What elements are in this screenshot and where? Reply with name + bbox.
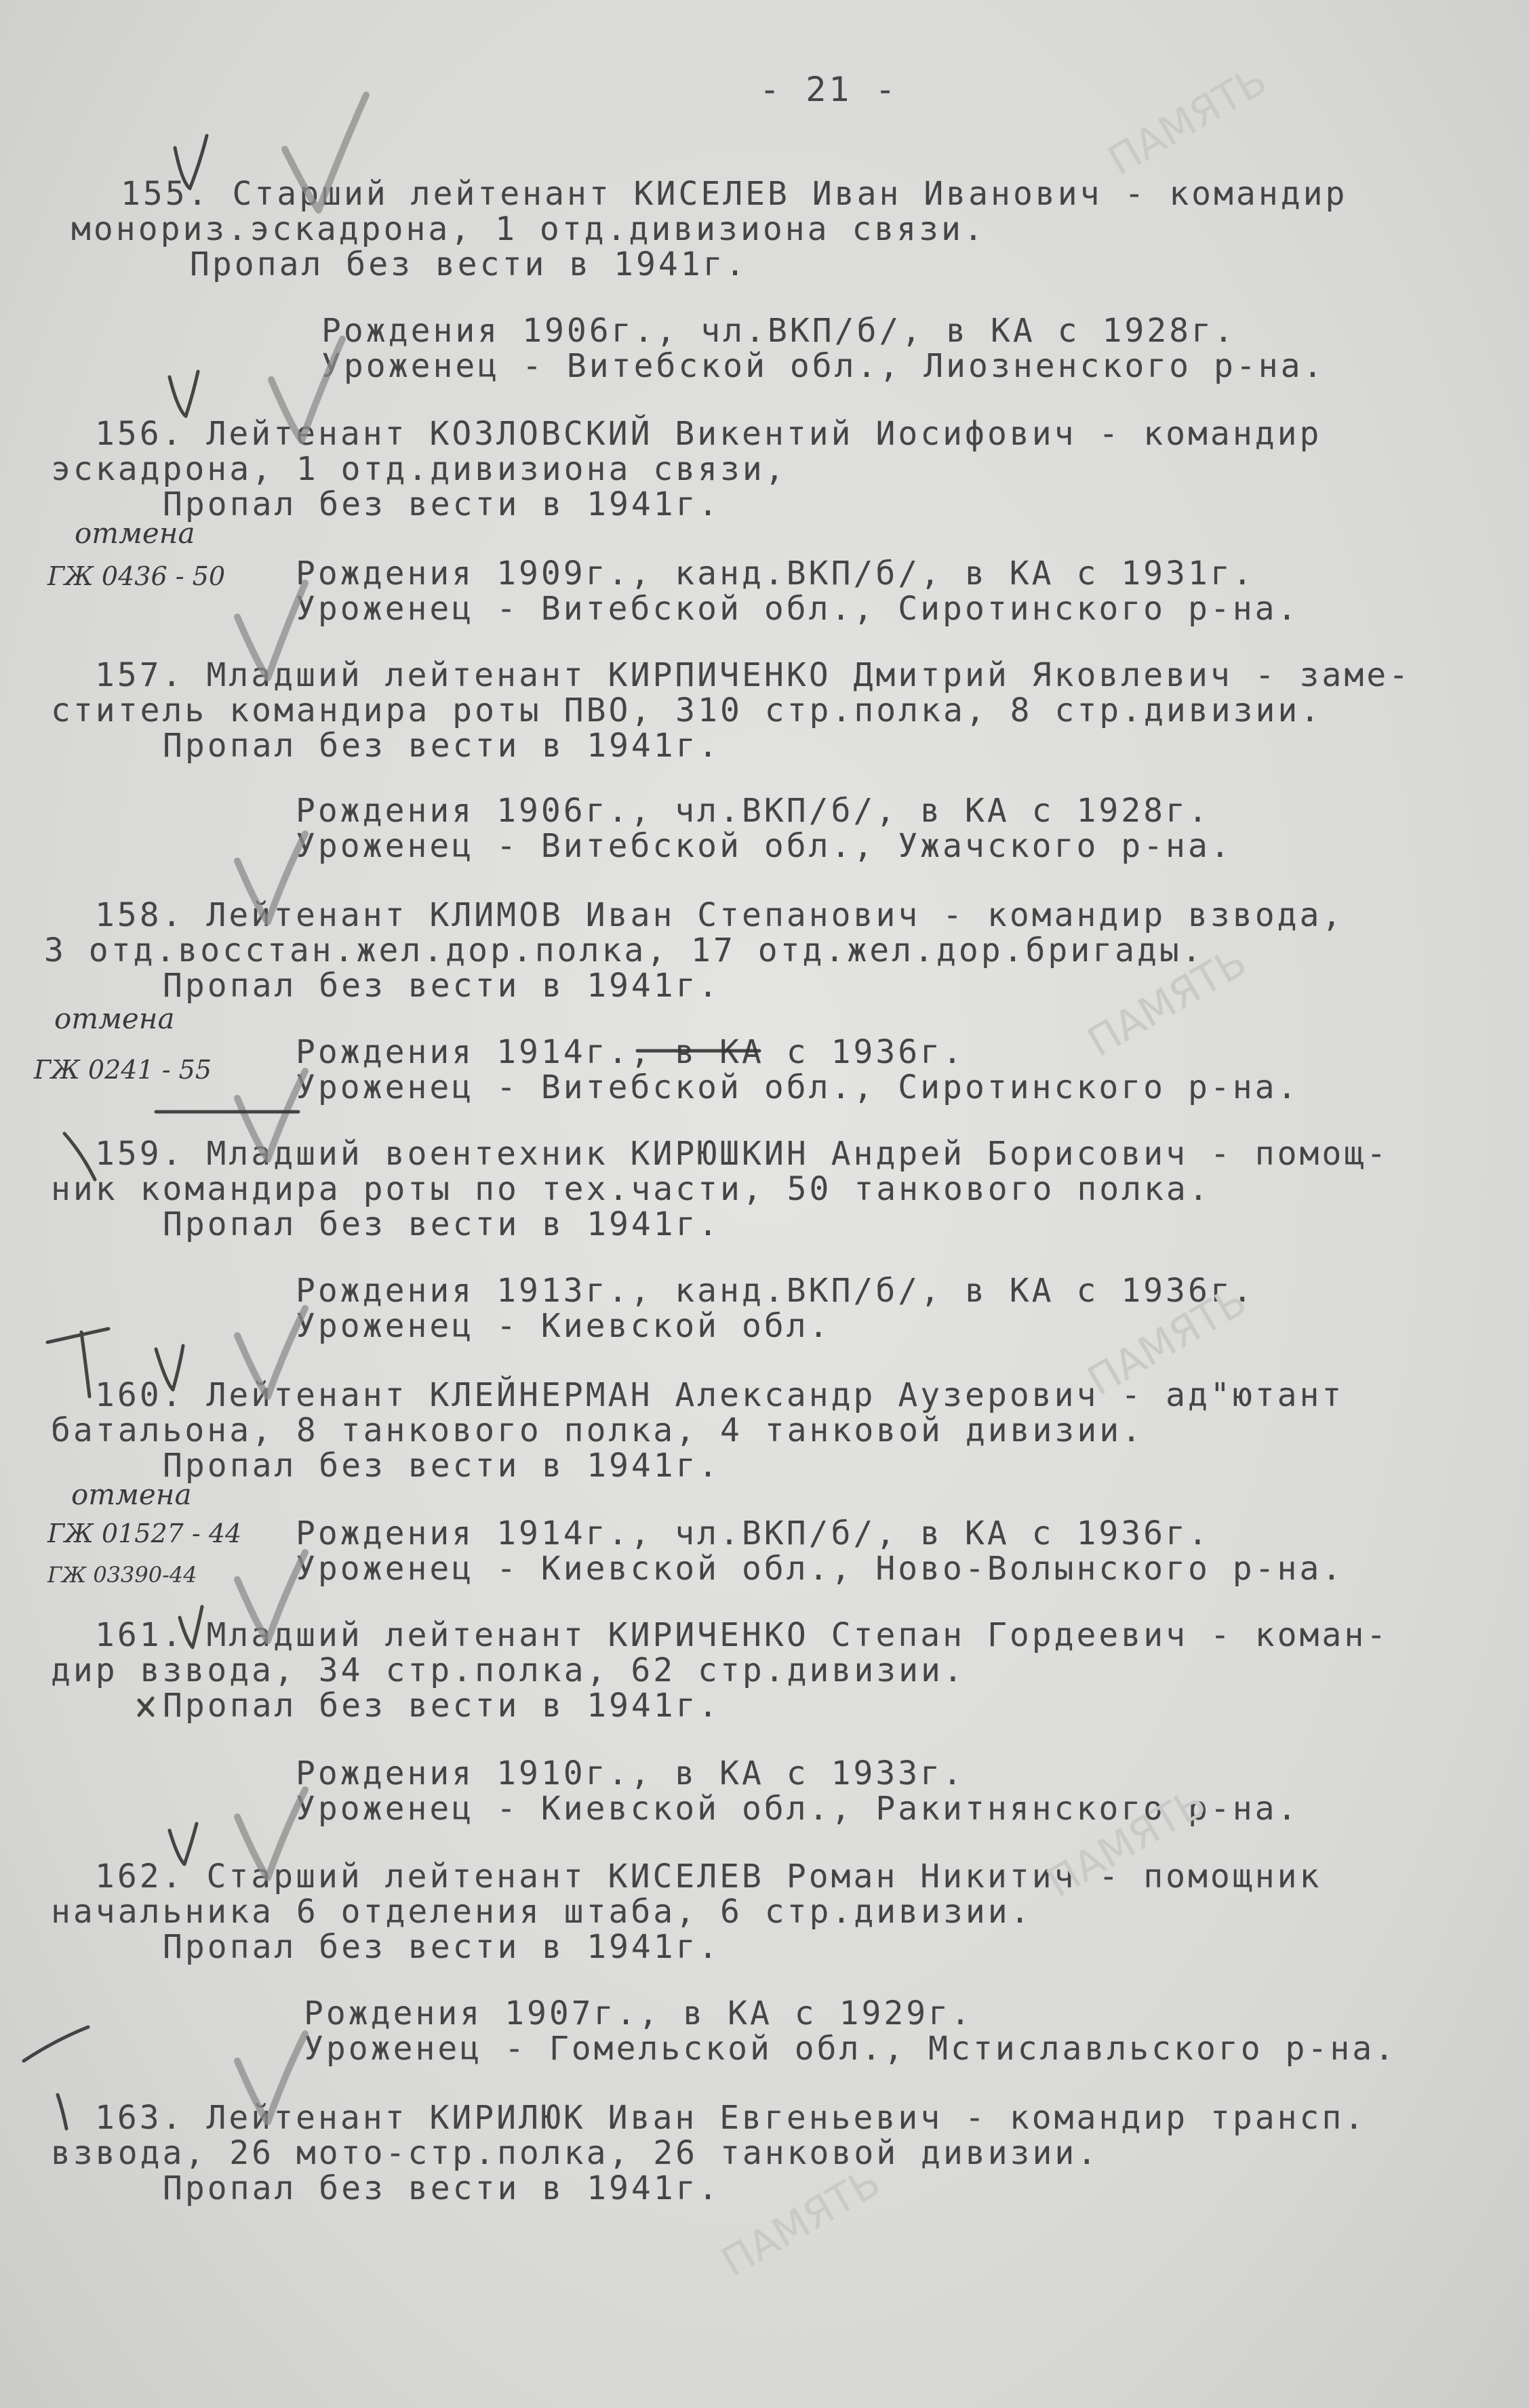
entry-160-missing: Пропал без вести в 1941г. (163, 1447, 721, 1485)
entry-157-birth: Рождения 1906г., чл.ВКП/б/, в КА с 1928г. (296, 792, 1210, 830)
entry-158-missing: Пропал без вести в 1941г. (163, 967, 721, 1005)
entry-155-missing: Пропал без вести в 1941г. (190, 245, 748, 283)
entry-161-origin: Уроженец - Киевской обл., Ракитнянского р-на. (296, 1790, 1300, 1828)
entry-160-line-1: 160. Лейтенант КЛЕЙНЕРМАН Александр Аузерович - ад"ютант (95, 1376, 1345, 1414)
svg-text:ПАМЯТЬ: ПАМЯТЬ (1100, 56, 1275, 185)
entry-156-birth: Рождения 1909г., канд.ВКП/б/, в КА с 1931г. (296, 555, 1255, 593)
entry-159-origin: Уроженец - Киевской обл. (296, 1307, 831, 1345)
entry-155-origin: Уроженец - Витебской обл., Лиозненского р-на. (321, 347, 1326, 385)
svg-text:ПАМЯТЬ: ПАМЯТЬ (1079, 1277, 1255, 1405)
entry-159-line-1: 159. Младший воентехник КИРЮШКИН Андрей Борисович - помощ- (95, 1135, 1389, 1173)
entry-158-handwritten-note: отмена (54, 1002, 175, 1035)
pen-tick-163 (24, 2027, 88, 2129)
entry-163-line-1: 163. Лейтенант КИРИЛЮК Иван Евгеньевич - командир трансп. (95, 2099, 1367, 2137)
entry-156-line-2: эскадрона, 1 отд.дивизиона связи, (51, 450, 787, 488)
entry-162-birth: Рождения 1907г., в КА с 1929г. (304, 1994, 973, 2032)
entry-160-handwritten-code: ГЖ 01527 - 44 (47, 1519, 242, 1548)
entry-162-origin: Уроженец - Гомельской обл., Мстиславльского р-на. (304, 2030, 1397, 2068)
entry-163-line-2: взвода, 26 мото-стр.полка, 26 танковой дивизии. (51, 2134, 1100, 2172)
entry-159-birth: Рождения 1913г., канд.ВКП/б/, в КА с 1936г. (296, 1272, 1255, 1310)
entry-161-line-1: 161. Младший лейтенант КИРИЧЕНКО Степан Гордеевич - коман- (95, 1616, 1389, 1654)
entry-155-birth: Рождения 1906г., чл.ВКП/б/, в КА с 1928г. (321, 312, 1236, 350)
entry-163-missing: Пропал без вести в 1941г. (163, 2169, 721, 2207)
entry-156-handwritten-code: ГЖ 0436 - 50 (47, 561, 225, 591)
entry-155-line-1: 155. Старший лейтенант КИСЕЛЕВ Иван Иванович - командир (121, 175, 1348, 213)
entry-161-birth: Рождения 1910г., в КА с 1933г. (296, 1754, 965, 1792)
entry-160-origin: Уроженец - Киевской обл., Ново-Волынского р-на. (296, 1550, 1345, 1588)
entry-160-handwritten-code-2: ГЖ 03390-44 (47, 1562, 197, 1588)
entry-158-handwritten-code: ГЖ 0241 - 55 (34, 1055, 212, 1085)
entry-160-line-2: батальона, 8 танкового полка, 4 танковой дивизии. (51, 1411, 1145, 1449)
pen-cross-161 (139, 1698, 153, 1715)
page-number: - 21 - (759, 70, 898, 109)
entry-157-line-2: ститель командира роты ПВО, 310 стр.полка, 8 стр.дивизии. (51, 691, 1323, 729)
entry-158-line-2: 3 отд.восстан.жел.дор.полка, 17 отд.жел.дор.бригады. (44, 931, 1204, 969)
entry-162-missing: Пропал без вести в 1941г. (163, 1928, 721, 1966)
svg-text:ПАМЯТЬ: ПАМЯТЬ (1039, 1778, 1214, 1907)
entry-158-origin: Уроженец - Витебской обл., Сиротинского р-на. (296, 1068, 1300, 1106)
entry-156-missing: Пропал без вести в 1941г. (163, 485, 721, 523)
svg-text:ПАМЯТЬ: ПАМЯТЬ (713, 2158, 889, 2287)
entry-159-missing: Пропал без вести в 1941г. (163, 1205, 721, 1243)
entry-160-birth: Рождения 1914г., чл.ВКП/б/, в КА с 1936г. (296, 1514, 1210, 1552)
entry-159-line-2: ник командира роты по тех.части, 50 танкового полка. (51, 1170, 1211, 1208)
entry-158-line-1: 158. Лейтенант КЛИМОВ Иван Степанович - командир взвода, (95, 896, 1345, 934)
pen-tick-156 (170, 372, 198, 416)
entry-157-missing: Пропал без вести в 1941г. (163, 727, 721, 765)
entry-157-line-1: 157. Младший лейтенант КИРПИЧЕНКО Дмитрий Яковлевич - заме- (95, 656, 1412, 694)
entry-156-line-1: 156. Лейтенант КОЗЛОВСКИЙ Викентий Иосифович - командир (95, 415, 1322, 453)
entry-161-line-2: дир взвода, 34 стр.полка, 62 стр.дивизии. (51, 1651, 966, 1689)
entry-161-missing: Пропал без вести в 1941г. (163, 1687, 721, 1725)
entry-162-line-1: 162. Старший лейтенант КИСЕЛЕВ Роман Никитич - помощник (95, 1858, 1322, 1895)
entry-155-line-2: монориз.эскадрона, 1 отд.дивизиона связи. (71, 210, 986, 248)
entry-162-line-2: начальника 6 отделения штаба, 6 стр.дивизии. (51, 1893, 1033, 1931)
entry-158-birth: Рождения 1914г., в КА с 1936г. (296, 1033, 965, 1071)
entry-160-handwritten-note: отмена (71, 1478, 192, 1511)
entry-156-origin: Уроженец - Витебской обл., Сиротинского р-на. (296, 590, 1300, 628)
entry-156-handwritten-note: отмена (75, 517, 195, 550)
entry-157-origin: Уроженец - Витебской обл., Ужачского р-на. (296, 827, 1233, 865)
svg-text:ПАМЯТЬ: ПАМЯТЬ (1079, 938, 1255, 1066)
